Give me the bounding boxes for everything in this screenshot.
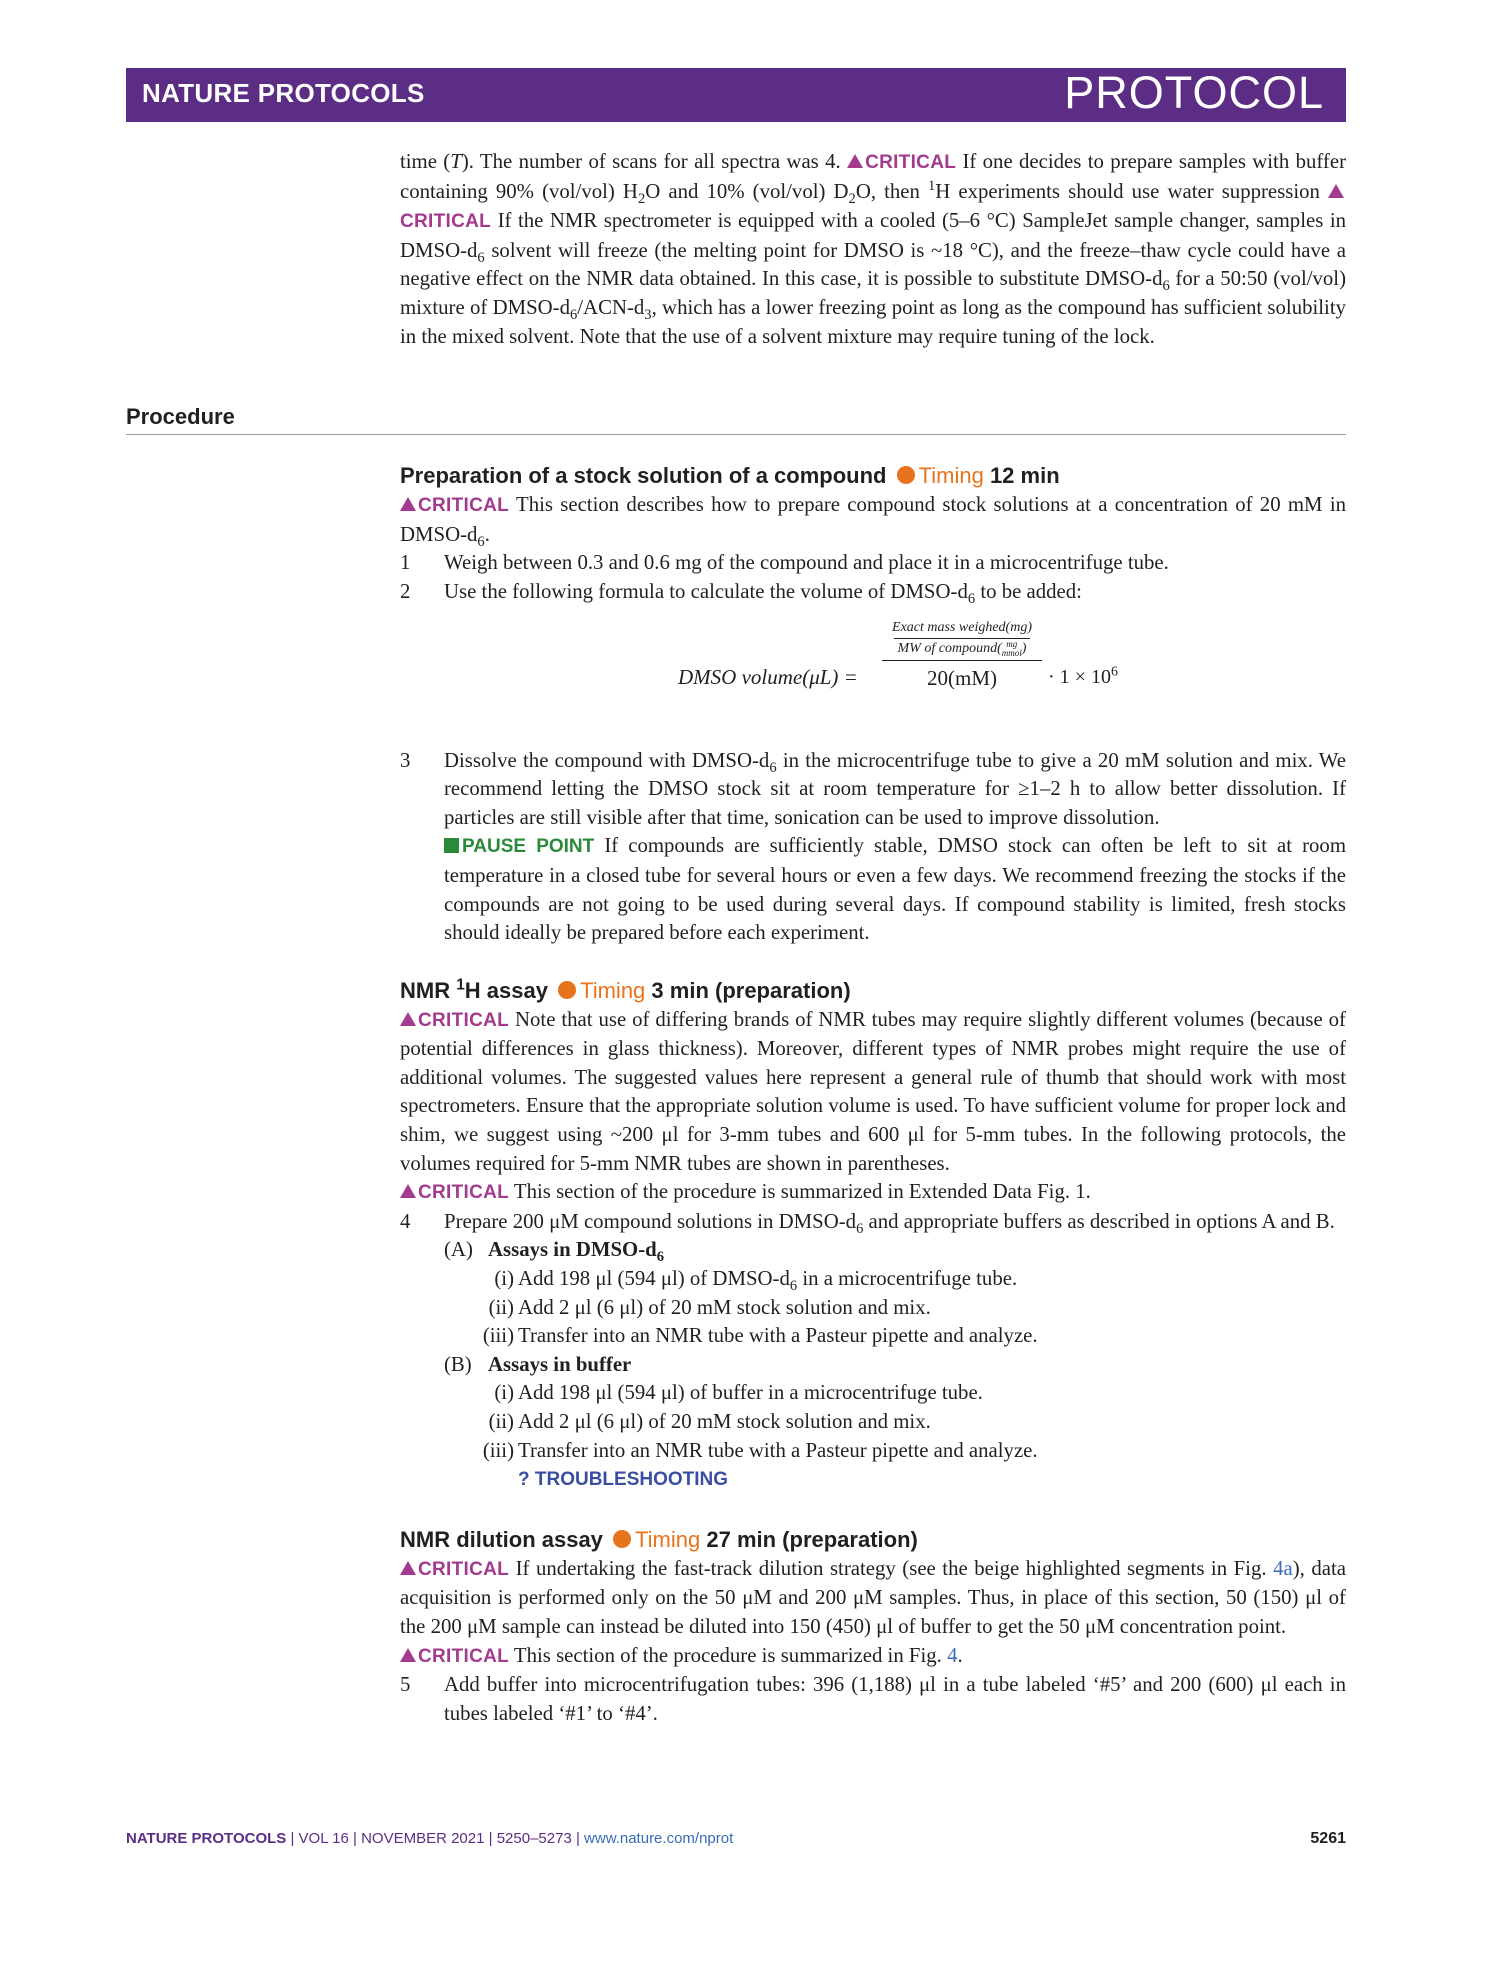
page-footer: NATURE PROTOCOLS | VOL 16 | NOVEMBER 2021 | 5250–5273 | www.nature.com/nprot 5261 bbox=[126, 1830, 1346, 1847]
page-number: 5261 bbox=[1310, 1830, 1346, 1847]
warning-triangle-icon bbox=[400, 1648, 416, 1662]
pause-point: PAUSE POINT If compounds are sufficiently stable, DMSO stock can often be left to sit at room temperature in a closed tube for several hours or even a few days. We recommend freezing the stocks if the compounds are not going to be used during several days. If compound stability is limited, fresh stocks should ideally be prepared before each experiment. bbox=[444, 834, 1346, 945]
journal-name: NATURE PROTOCOLS bbox=[142, 78, 425, 108]
step-5: 5 Add buffer into microcentrifugation tubes: 396 (1,188) μl in a tube labeled ‘#5’ and 200 (600) μl each in tubes labeled ‘#1’ to ‘#4’. bbox=[400, 1673, 1346, 1725]
critical-note: CRITICAL This section of the procedure is summarized in Fig. 4. bbox=[400, 1642, 1346, 1672]
formula-lhs: DMSO volume(μL) = bbox=[678, 664, 858, 689]
warning-triangle-icon bbox=[400, 1184, 416, 1198]
journal-header-bar bbox=[126, 68, 1346, 122]
footer-url-link[interactable]: www.nature.com/nprot bbox=[584, 1830, 734, 1847]
critical-label: CRITICAL bbox=[400, 182, 1346, 233]
option-a-ii: (ii) Add 2 μl (6 μl) of 20 mM stock solution and mix. bbox=[488, 1295, 931, 1319]
section-title-1h-assay: NMR $^1$H assay Timing 3 min (preparation) bbox=[400, 976, 851, 1003]
option-b-iii: (iii) Transfer into an NMR tube with a Pasteur pipette and analyze. bbox=[482, 1438, 1038, 1462]
intro-paragraph: time (T). The number of scans for all spectra was 4. CRITICAL If one decides to prepare samples with buffer containing 90% (vol/vol) $H_2O$ and 10% (vol/vol) $D_2O$, then $^1$H experiments should use water suppression CRITICAL If the NMR spectrometer is equipped with a cooled (5–6 °C) SampleJet sample changer, samples in DMSO-$d_6$ solvent will freeze (the melting point for DMSO is ~18 °C), and the freeze–thaw cycle could have a negative effect on the NMR data obtained. In this case, it is possible to substitute DMSO-$d_6$ for a 50:50 (vol/vol) mixture of DMSO-$d_6/ACN-d_3$, which has a lower freezing point as long as the compound has sufficient solubility in the mixed solvent. Note that the use of a solvent mixture may require tuning of the lock. bbox=[400, 150, 1347, 348]
step-2: 2 Use the following formula to calculate the volume of DMSO-$d_6$ to be added: bbox=[400, 579, 1082, 608]
figure-ref-4a[interactable]: 4a bbox=[1273, 1556, 1293, 1580]
main-content bbox=[400, 148, 1346, 1728]
footer-journal: NATURE PROTOCOLS bbox=[126, 1830, 287, 1847]
figure-ref-4[interactable]: 4 bbox=[947, 1643, 958, 1667]
warning-triangle-icon bbox=[400, 1012, 416, 1026]
step-4-options bbox=[400, 1236, 1346, 1494]
step-4: 4 Prepare 200 μM compound solutions in DMSO-$d_6$ and appropriate buffers as described in options A and B. bbox=[400, 1209, 1335, 1237]
option-a: (A) Assays in DMSO-$d_6$ bbox=[444, 1238, 665, 1266]
step-1: 1 Weigh between 0.3 and 0.6 mg of the compound and place it in a microcentrifuge tube. bbox=[400, 551, 1169, 575]
warning-triangle-icon bbox=[1328, 184, 1344, 198]
troubleshooting-link[interactable]: ? TROUBLESHOOTING bbox=[518, 1469, 729, 1491]
timing-dot-icon bbox=[613, 1530, 631, 1548]
dmso-volume-formula bbox=[400, 619, 1346, 737]
formula-fraction: Exact mass weighed(mg) MW of compound( mg mmol) 20(mM) bbox=[882, 619, 1042, 693]
critical-note: CRITICAL Note that use of differing brands of NMR tubes may require slightly different volumes (because of potential differences in glass thickness). Moreover, different types of NMR probes might require the use of additional volumes. The suggested values here represent a general rule of thumb that should work with most spectrometers. Ensure that the appropriate solution volume is used. To have sufficient volume for proper lock and shim, we suggest using ~200 μl for 3-mm tubes and 600 μl for 5-mm tubes. In the following protocols, the volumes required for 5-mm NMR tubes are shown in parentheses. bbox=[400, 1007, 1346, 1175]
section-title-dilution-assay: NMR dilution assay Timing 27 min (preparation) bbox=[400, 1526, 918, 1552]
pause-square-icon bbox=[444, 838, 459, 853]
section-title-stock-solution: Preparation of a stock solution of a compound Timing 12 min bbox=[400, 463, 1060, 489]
timing-dot-icon bbox=[558, 981, 576, 999]
warning-triangle-icon bbox=[400, 1561, 416, 1575]
option-b-ii: (ii) Add 2 μl (6 μl) of 20 mM stock solution and mix. bbox=[488, 1410, 931, 1433]
warning-triangle-icon bbox=[400, 497, 416, 511]
critical-note: CRITICAL This section of the procedure is summarized in Extended Data Fig. 1. bbox=[400, 1178, 1346, 1208]
critical-note: CRITICAL If undertaking the fast-track dilution strategy (see the beige highlighted segments in Fig. 4a), data acquisition is performed only on the 50 μM and 200 μM samples. Thus, in place of this section, 50 (150) μl of the 200 μM sample can instead be diluted into 150 (450) μl of buffer to get the 50 μM concentration point. bbox=[400, 1556, 1346, 1638]
option-a-i: (i) Add 198 μl (594 μl) of DMSO-$d_6$ in a microcentrifuge tube. bbox=[494, 1267, 1018, 1295]
option-b: (B) Assays in buffer bbox=[444, 1352, 632, 1376]
formula-rhs: · $1 \times 10^6$ bbox=[1048, 663, 1118, 688]
timing-dot-icon bbox=[897, 466, 915, 484]
procedure-heading: Procedure bbox=[126, 404, 235, 429]
step-3: 3 Dissolve the compound with DMSO-$d_6$ in the microcentrifuge tube to give a 20 mM solution and mix. We recommend letting the DMSO stock sit at room temperature for ≥1–2 h to allow better dissolution. If particles are still visible after that time, sonication can be used to improve dissolution. bbox=[400, 748, 1346, 829]
article-type: PROTOCOL bbox=[1064, 67, 1324, 118]
option-a-iii: (iii) Transfer into an NMR tube with a Pasteur pipette and analyze. bbox=[482, 1324, 1038, 1348]
critical-note: CRITICAL This section describes how to prepare compound stock solutions at a concentration of 20 mM in DMSO-$d_6$. bbox=[400, 493, 1347, 550]
option-b-i: (i) Add 198 μl (594 μl) of buffer in a microcentrifuge tube. bbox=[494, 1381, 983, 1405]
warning-triangle-icon bbox=[847, 154, 863, 168]
critical-label: CRITICAL bbox=[847, 152, 956, 173]
